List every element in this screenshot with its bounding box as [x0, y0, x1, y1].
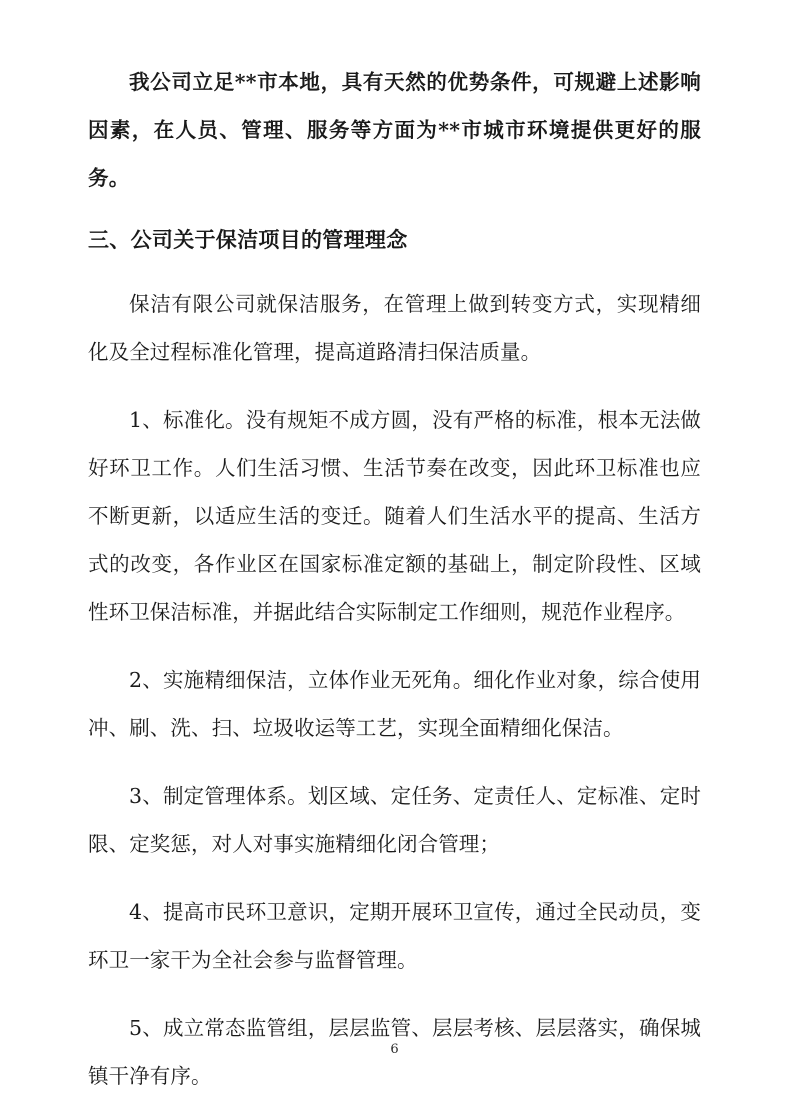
page-number: 6	[390, 1042, 399, 1057]
intro-paragraph: 我公司立足**市本地，具有天然的优势条件，可规避上述影响因素，在人员、管理、服务等方面为**市城市环境提供更好的服务。	[88, 70, 701, 190]
list-item-public-awareness: 4、提高市民环卫意识，定期开展环卫宣传，通过全民动员，变环卫一家干为全社会参与监督管理。	[88, 900, 701, 972]
list-item-fine-cleaning: 2、实施精细保洁，立体作业无死角。细化作业对象，综合使用冲、刷、洗、扫、垃圾收运等工艺，实现全面精细化保洁。	[88, 668, 701, 740]
overview-paragraph: 保洁有限公司就保洁服务，在管理上做到转变方式，实现精细化及全过程标准化管理，提高道路清扫保洁质量。	[88, 292, 701, 364]
section-heading: 三、公司关于保洁项目的管理理念	[88, 227, 408, 252]
page-content	[88, 58, 701, 1120]
list-item-supervision-group: 5、成立常态监管组，层层监管、层层考核、层层落实，确保城镇干净有序。	[88, 1016, 701, 1088]
list-item-management-system: 3、制定管理体系。划区域、定任务、定责任人、定标准、定时限、定奖惩，对人对事实施精细化闭合管理；	[88, 784, 701, 856]
list-item-standardization: 1、标准化。没有规矩不成方圆，没有严格的标准，根本无法做好环卫工作。人们生活习惯、生活节奏在改变，因此环卫标准也应不断更新，以适应生活的变迁。随着人们生活水平的提高、生活方式的改变，各作业区在国家标准定额的基础上，制定阶段性、区域性环卫保洁标准，并据此结合实际制定工作细则，规范作业程序。	[88, 408, 701, 624]
